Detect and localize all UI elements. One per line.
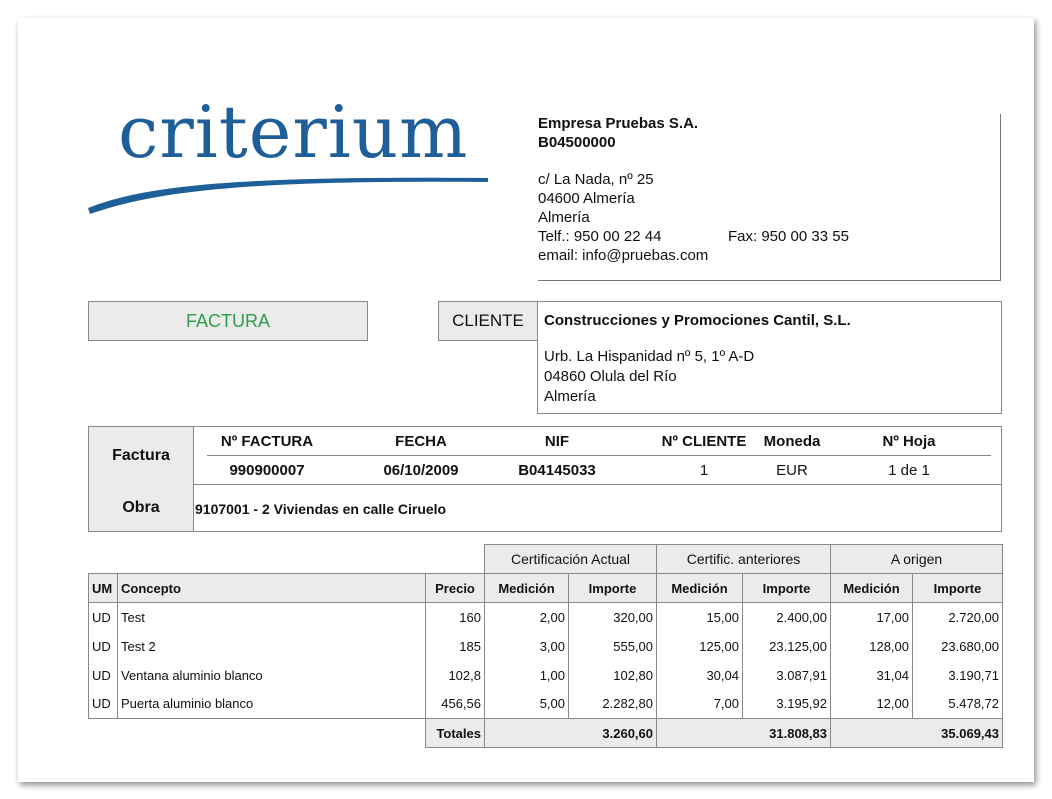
lines-table xyxy=(88,544,1003,748)
logo-text: criterium xyxy=(118,90,469,174)
group-previous: Certific. anteriores xyxy=(657,545,831,574)
col-importe-anterior: Importe xyxy=(743,574,831,603)
totals-row xyxy=(89,719,1003,748)
client-name: Construcciones y Promociones Cantil, S.L. xyxy=(544,312,851,329)
invoice-row-label: Factura xyxy=(89,427,194,485)
col-importe-actual: Importe xyxy=(569,574,657,603)
obra-label: Obra xyxy=(89,484,194,531)
company-postal: 04600 Almería xyxy=(538,190,635,207)
col-precio: Precio xyxy=(426,574,485,603)
invoice-number: 990900007 xyxy=(229,462,305,479)
client-address: Urb. La Hispanidad nº 5, 1º A-D xyxy=(544,348,755,365)
company-name: Empresa Pruebas S.A. xyxy=(538,115,699,132)
client-postal: 04860 Olula del Río xyxy=(544,368,677,385)
col-medicion-anterior: Medición xyxy=(657,574,743,603)
invoice-client-number: 1 xyxy=(699,462,709,479)
col-concepto: Concepto xyxy=(118,574,426,603)
group-origin: A origen xyxy=(831,545,1003,574)
company-fax: Fax: 950 00 33 55 xyxy=(728,228,849,245)
invoice-details xyxy=(88,426,1002,532)
header-invoice-number: Nº FACTURA xyxy=(220,433,314,450)
header-client-number: Nº CLIENTE xyxy=(661,433,747,450)
table-row: UD Ventana aluminio blanco 102,8 1,00 102,80 30,04 3.087,91 31,04 3.190,71 xyxy=(89,661,1003,690)
invoice-date: 06/10/2009 xyxy=(383,462,459,479)
company-phones xyxy=(538,227,1000,246)
column-header-row xyxy=(89,574,1003,603)
invoice-currency: EUR xyxy=(776,462,808,479)
company-tel: Telf.: 950 00 22 44 xyxy=(538,228,662,245)
totals-label: Totales xyxy=(426,719,485,748)
client-info xyxy=(537,301,1002,414)
col-medicion-actual: Medición xyxy=(485,574,569,603)
company-logo xyxy=(88,90,508,216)
header-date: FECHA xyxy=(395,433,447,450)
invoice-page xyxy=(18,18,1034,782)
company-address: c/ La Nada, nº 25 xyxy=(538,171,654,188)
company-info xyxy=(538,114,1001,281)
col-medicion-origen: Medición xyxy=(831,574,913,603)
group-current: Certificación Actual xyxy=(485,545,657,574)
total-origin: 35.069,43 xyxy=(831,719,1003,748)
invoice-nif: B04145033 xyxy=(518,462,596,479)
company-city: Almería xyxy=(538,209,590,226)
company-email: email: info@pruebas.com xyxy=(538,247,709,264)
table-row: UD Puerta aluminio blanco 456,56 5,00 2.282,80 7,00 3.195,92 12,00 5.478,72 xyxy=(89,690,1003,719)
invoice-page: 1 de 1 xyxy=(888,462,930,479)
table-row: UD Test 2 185 3,00 555,00 125,00 23.125,00 128,00 23.680,00 xyxy=(89,632,1003,661)
col-um: UM xyxy=(89,574,118,603)
obra-value: 9107001 - 2 Viviendas en calle Ciruelo xyxy=(195,501,447,517)
total-previous: 31.808,83 xyxy=(657,719,831,748)
document-title: FACTURA xyxy=(88,301,368,341)
table-row: UD Test 160 2,00 320,00 15,00 2.400,00 17,00 2.720,00 xyxy=(89,603,1003,632)
header-currency: Moneda xyxy=(763,433,821,450)
header-nif: NIF xyxy=(544,433,570,450)
group-header-row xyxy=(89,545,1003,574)
company-nif: B04500000 xyxy=(538,134,616,151)
col-importe-origen: Importe xyxy=(913,574,1003,603)
total-current: 3.260,60 xyxy=(485,719,657,748)
client-city: Almería xyxy=(544,388,596,405)
header-page: Nº Hoja xyxy=(882,433,936,450)
client-label: CLIENTE xyxy=(438,301,538,341)
